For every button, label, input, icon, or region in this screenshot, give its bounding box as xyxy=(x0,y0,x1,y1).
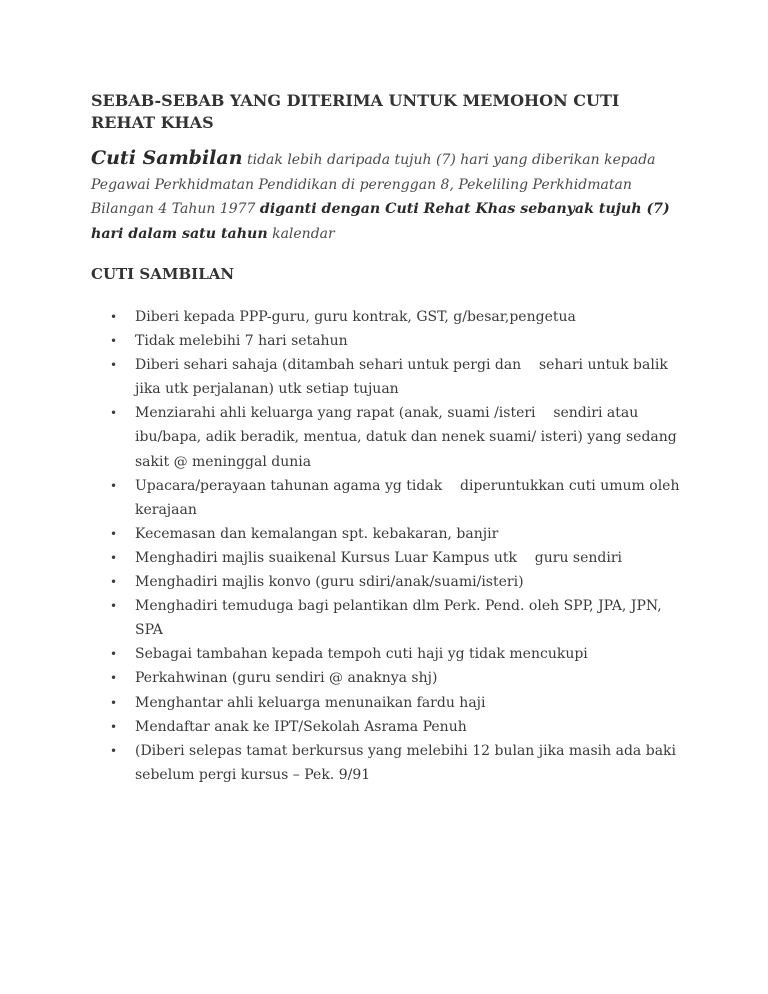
intro-bold-text: diganti dengan Cuti Rehat Khas sebanyak tujuh (7) hari dalam satu tahun xyxy=(91,201,670,242)
list-item xyxy=(110,739,690,787)
list-item xyxy=(110,546,690,570)
bullet-icon: • xyxy=(110,310,118,324)
list-item xyxy=(110,305,690,329)
list-item-text: Diberi kepada PPP-guru, guru kontrak, GST, g/besar,pengetua xyxy=(135,309,576,325)
list-item-text: Perkahwinan (guru sendiri @ anaknya shj) xyxy=(135,670,438,687)
list-item-text: Kecemasan dan kemalangan spt. kebakaran, banjir xyxy=(135,525,499,542)
list-item xyxy=(110,570,690,594)
list-item-text: Menziarahi ahli keluarga yang rapat (anak, suami /isteri sendiri atau ibu/bapa, adik beradik, mentua, datuk dan nenek suami/ isteri) yang sedang sakit @ meninggal dunia xyxy=(135,405,682,470)
intro-text-1: tidak lebih daripada tujuh (7) hari yang diberikan kepada Pegawai Perkhidmatan Pendidikan di perenggan 8, Pekeliling Perkhidmatan Bilangan 4 Tahun 1977 xyxy=(91,152,656,217)
reasons-list xyxy=(110,305,690,787)
list-item-text: Mendaftar anak ke IPT/Sekolah Asrama Penuh xyxy=(135,718,467,735)
bullet-icon: • xyxy=(110,478,118,493)
list-item xyxy=(110,666,690,690)
list-item xyxy=(110,691,690,715)
list-item-text: (Diberi selepas tamat berkursus yang melebihi 12 bulan jika masih ada baki sebelum pergi kursus – Pek. 9/91 xyxy=(135,742,681,783)
bullet-icon: • xyxy=(110,695,118,710)
list-item-text: Menghadiri majlis konvo (guru sdiri/anak/suami/isteri) xyxy=(135,574,524,591)
bullet-icon: • xyxy=(110,671,118,686)
list-item-text: Sebagai tambahan kepada tempoh cuti haji yg tidak mencukupi xyxy=(135,646,588,663)
bullet-icon: • xyxy=(110,743,118,758)
list-item xyxy=(110,353,690,401)
bullet-icon: • xyxy=(110,358,118,373)
page-title: SEBAB-SEBAB YANG DITERIMA UNTUK MEMOHON CUTI REHAT KHAS xyxy=(91,91,620,132)
list-item xyxy=(110,522,690,546)
intro-text-2: kalendar xyxy=(267,225,335,242)
list-item-text: Menghadiri majlis suaikenal Kursus Luar Kampus utk guru sendiri xyxy=(135,549,623,566)
bullet-icon: • xyxy=(110,575,118,590)
list-item xyxy=(110,594,690,642)
bullet-icon: • xyxy=(110,647,118,662)
bullet-icon: • xyxy=(110,719,118,734)
bullet-icon: • xyxy=(110,599,118,614)
list-item xyxy=(110,329,690,353)
list-item xyxy=(110,401,690,473)
list-item-text: Menghadiri temuduga bagi pelantikan dlm Perk. Pend. oleh SPP, JPA, JPN, SPA xyxy=(135,598,667,639)
intro-lead: Cuti Sambilan xyxy=(91,147,243,169)
bullet-icon: • xyxy=(110,526,118,541)
list-item xyxy=(110,642,690,666)
list-item-text: Diberi sehari sahaja (ditambah sehari untuk pergi dan sehari untuk balik jika utk perjalanan) utk setiap tujuan xyxy=(135,357,673,398)
intro-paragraph xyxy=(91,146,681,246)
list-item xyxy=(110,715,690,739)
section-heading: CUTI SAMBILAN xyxy=(91,265,235,283)
bullet-icon: • xyxy=(110,406,118,421)
list-item-text: Menghantar ahli keluarga menunaikan fardu haji xyxy=(135,694,486,711)
bullet-icon: • xyxy=(110,334,118,349)
list-item xyxy=(110,474,690,522)
bullet-icon: • xyxy=(110,550,118,565)
list-item-text: Upacara/perayaan tahunan agama yg tidak diperuntukkan cuti umum oleh kerajaan xyxy=(135,477,684,518)
list-item-text: Tidak melebihi 7 hari setahun xyxy=(135,333,348,350)
